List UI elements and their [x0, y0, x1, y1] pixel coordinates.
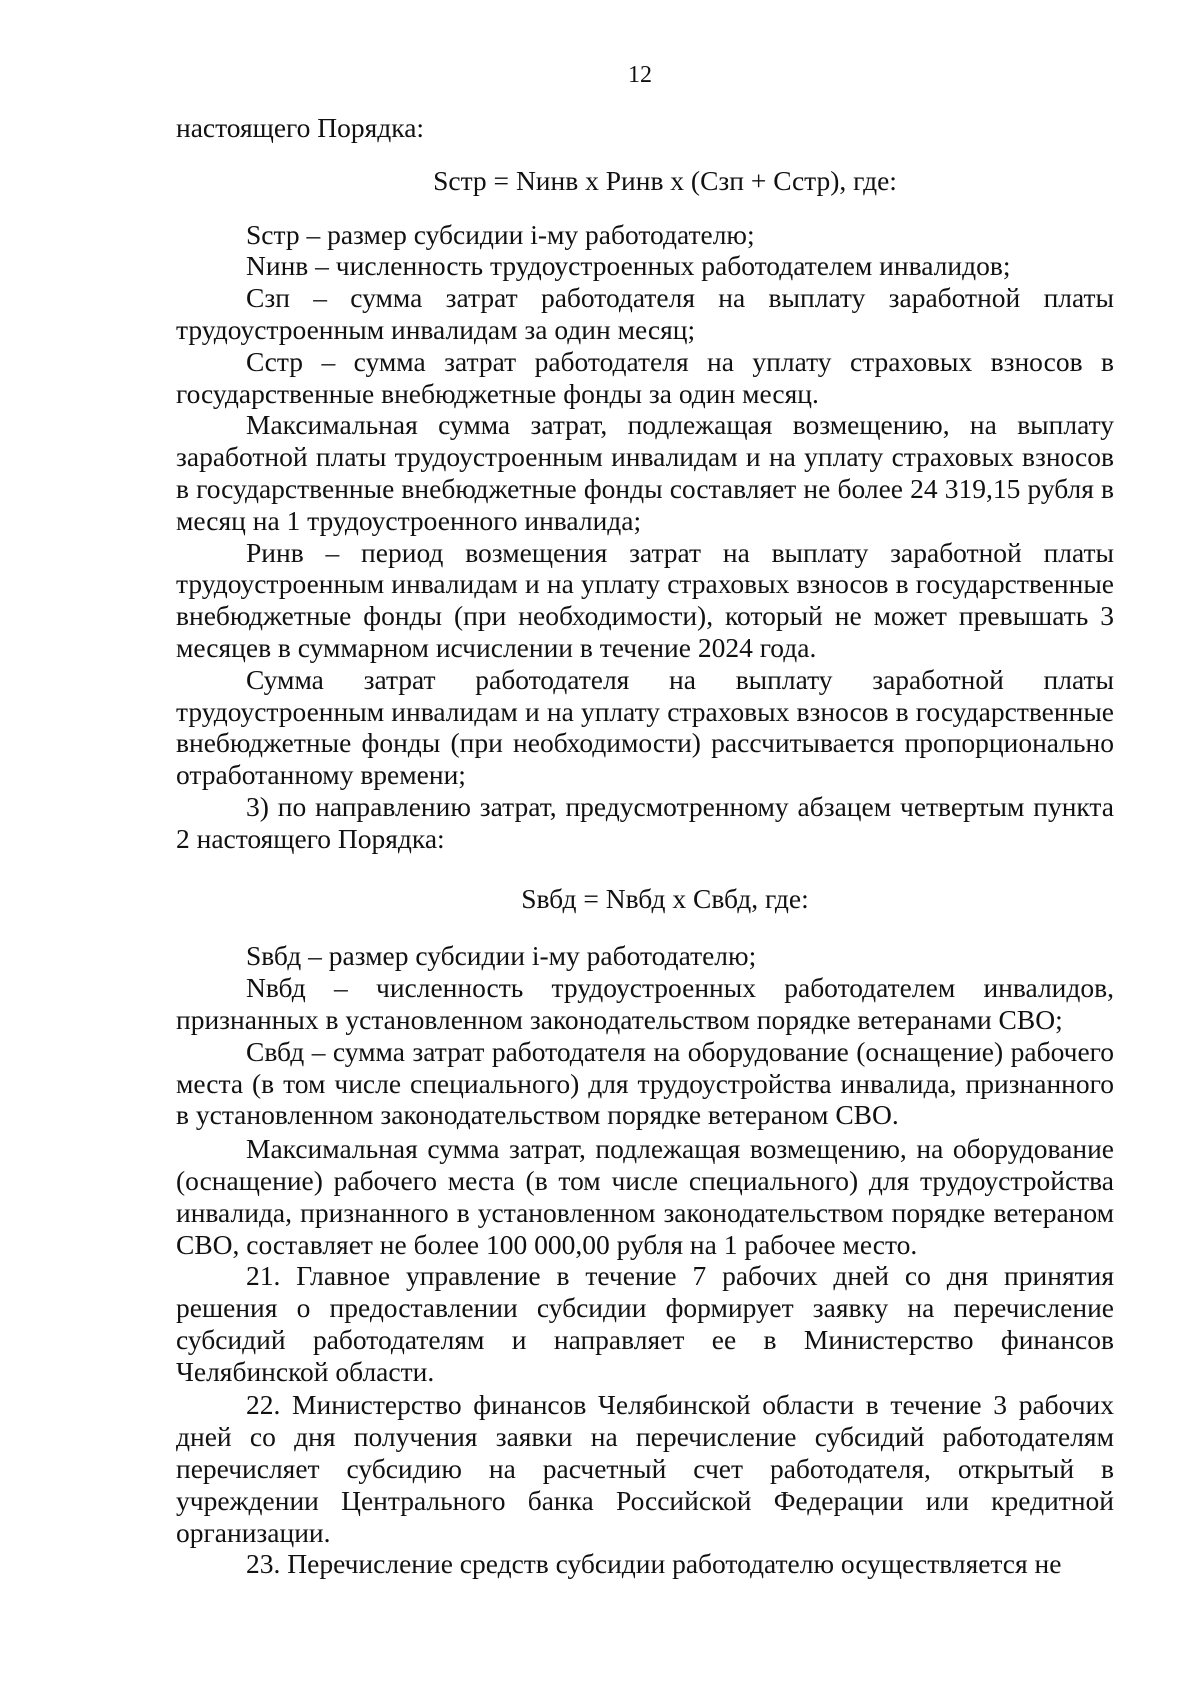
definition-p-inv: Pинв – период возмещения затрат на выплату заработной платы трудоустроенным инвалидам и на уплату страховых взносов в государственные внебюджетные фонды (при необходимости), который не может превышать 3 месяцев в суммарном исчислении в течение 2024 года. — [176, 536, 1114, 663]
definition-s-vbd: Sвбд – размер субсидии i-му работодателю; — [246, 940, 757, 972]
definition-c-str: Сстр – сумма затрат работодателя на уплату страховых взносов в государственные внебюджетные фонды за один месяц. — [176, 345, 1114, 409]
document-body — [176, 112, 1114, 1580]
definition-c-vbd: Свбд – сумма затрат работодателя на оборудование (оснащение) рабочего места (в том числе специального) для трудоустройства инвалида, признанного в установленном законодательством порядке ветераном СВО. — [176, 1035, 1114, 1131]
definition-s-str: Sстр – размер субсидии i-му работодателю; — [246, 218, 755, 250]
paragraph-clause-22: 22. Министерство финансов Челябинской области в течение 3 рабочих дней со дня получения заявки на перечисление субсидий работодателям перечисляет субсидию на расчетный счет работодателя, открытый в учреждении Центрального банка Российской Федерации или кредитной организации. — [176, 1389, 1114, 1548]
paragraph-item-3: 3) по направлению затрат, предусмотренному абзацем четвертым пункта 2 настоящего Порядка: — [176, 790, 1114, 854]
definition-n-inv: Nинв – численность трудоустроенных работодателем инвалидов; — [246, 250, 1011, 282]
page-number: 12 — [628, 62, 652, 88]
paragraph-intro: настоящего Порядка: — [176, 112, 425, 143]
paragraph-clause-23: 23. Перечисление средств субсидии работодателю осуществляется не — [246, 1548, 1062, 1580]
paragraph-max-equipment-sum: Максимальная сумма затрат, подлежащая возмещению, на оборудование (оснащение) рабочего места (в том числе специального) для трудоустройства инвалида, признанного в установленном законодательством порядке ветераном СВО, составляет не более 100 000,00 рубля на 1 рабочее место. — [176, 1133, 1114, 1260]
formula-s-vbd: Sвбд = Nвбд x Свбд, где: — [521, 882, 809, 914]
definition-c-zp: Сзп – сумма затрат работодателя на выплату заработной платы трудоустроенным инвалидам за один месяц; — [176, 282, 1114, 345]
formula-s-str: Sстр = Nинв x Pинв x (Сзп + Сстр), где: — [433, 164, 897, 196]
paragraph-max-salary-sum: Максимальная сумма затрат, подлежащая возмещению, на выплату заработной платы трудоустроенным инвалидам и на уплату страховых взносов в государственные внебюджетные фонды составляет не более 24 319,15 рубля в месяц на 1 трудоустроенного инвалида; — [176, 409, 1114, 536]
definition-n-vbd: Nвбд – численность трудоустроенных работодателем инвалидов, признанных в установленном законодательством порядке ветеранами СВО; — [176, 972, 1114, 1035]
paragraph-proportional: Сумма затрат работодателя на выплату заработной платы трудоустроенным инвалидам и на уплату страховых взносов в государственные внебюджетные фонды (при необходимости) рассчитывается пропорционально отработанному времени; — [176, 663, 1114, 791]
paragraph-clause-21: 21. Главное управление в течение 7 рабочих дней со дня принятия решения о предоставлении субсидии формирует заявку на перечисление субсидий работодателям и направляет ее в Министерство финансов Челябинской области. — [176, 1260, 1114, 1387]
